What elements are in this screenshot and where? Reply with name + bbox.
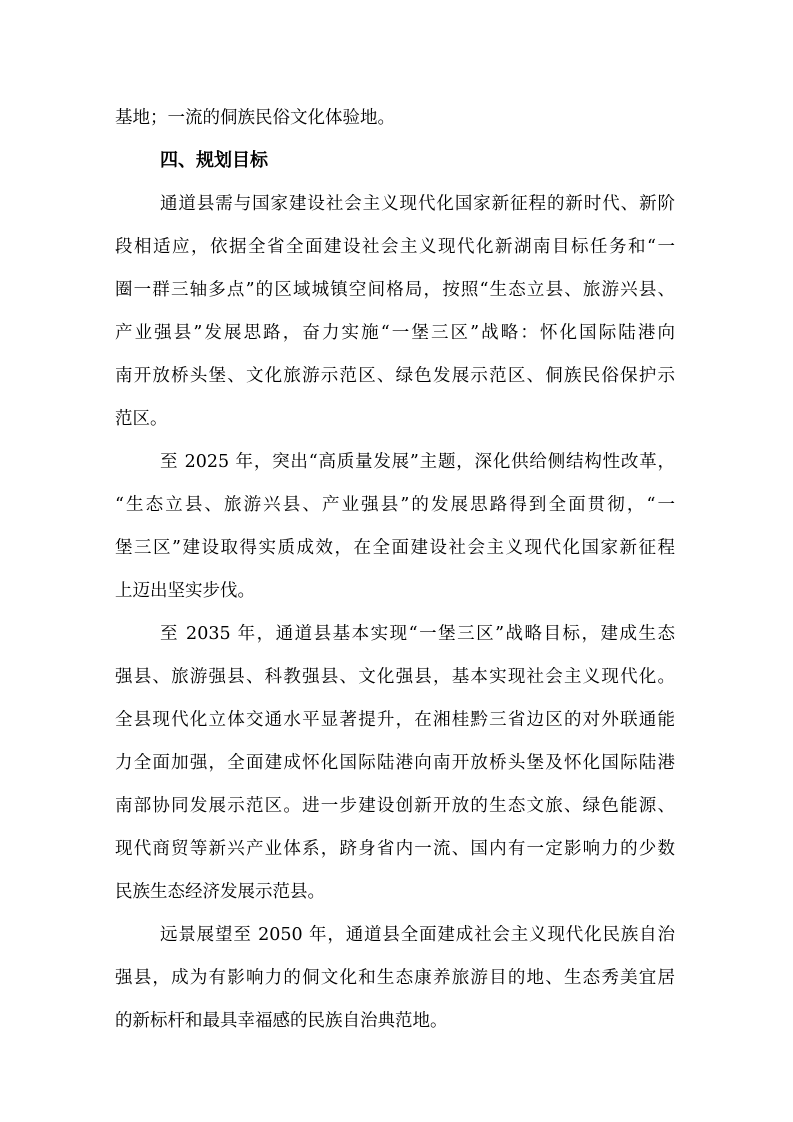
paragraph-line: 南部协同发展示范区。进一步建设创新开放的生态文旅、绿色能源、	[115, 796, 675, 816]
paragraph-line: 上迈出坚实步伐。	[115, 581, 255, 601]
paragraph-line: 强县、旅游强县、科教强县、文化强县，基本实现社会主义现代化。	[115, 667, 675, 687]
paragraph-line: 至 2035 年，通道县基本实现“一堡三区”战略目标，建成生态	[160, 624, 675, 644]
paragraph-line: 至 2025 年，突出“高质量发展”主题，深化供给侧结构性改革，	[160, 452, 675, 472]
paragraph-line: 段相适应，依据全省全面建设社会主义现代化新湖南目标任务和“一	[115, 237, 675, 257]
paragraph-line: 民族生态经济发展示范县。	[115, 882, 325, 902]
paragraph-line: 力全面加强，全面建成怀化国际陆港向南开放桥头堡及怀化国际陆港	[115, 753, 675, 773]
paragraph-line: 全县现代化立体交通水平显著提升，在湘桂黔三省边区的对外联通能	[115, 710, 675, 730]
paragraph-line: 的新标杆和最具幸福感的民族自治典范地。	[115, 1011, 448, 1031]
section-heading: 四、规划目标	[160, 150, 268, 171]
paragraph-line: 产业强县”发展思路，奋力实施“一堡三区”战略：怀化国际陆港向	[115, 323, 675, 343]
paragraph-line: 堡三区”建设取得实质成效，在全面建设社会主义现代化国家新征程	[115, 538, 675, 558]
paragraph-line: 圈一群三轴多点”的区域城镇空间格局，按照“生态立县、旅游兴县、	[115, 280, 675, 300]
paragraph-line: 南开放桥头堡、文化旅游示范区、绿色发展示范区、侗族民俗保护示	[115, 366, 675, 386]
paragraph-line: 强县，成为有影响力的侗文化和生态康养旅游目的地、生态秀美宜居	[115, 968, 675, 988]
paragraph-line: 远景展望至 2050 年，通道县全面建成社会主义现代化民族自治	[160, 925, 675, 945]
paragraph-line: “生态立县、旅游兴县、产业强县”的发展思路得到全面贯彻，“一	[115, 495, 675, 515]
paragraph-line: 通道县需与国家建设社会主义现代化国家新征程的新时代、新阶	[160, 194, 675, 214]
paragraph-line: 现代商贸等新兴产业体系，跻身省内一流、国内有一定影响力的少数	[115, 839, 675, 859]
paragraph-line: 范区。	[115, 409, 168, 429]
intro-tail-line: 基地；一流的侗族民俗文化体验地。	[115, 108, 395, 128]
